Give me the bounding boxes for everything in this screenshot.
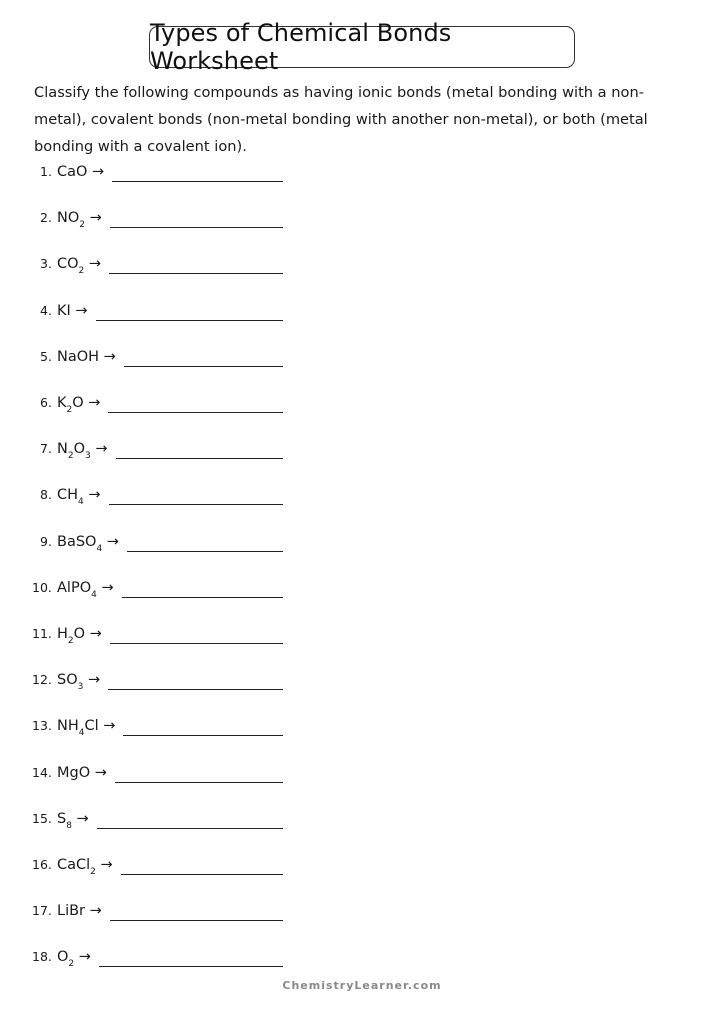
compound-formula: NaOH → (57, 348, 116, 365)
arrow-icon: → (74, 949, 91, 966)
question-item (0, 809, 300, 839)
arrow-icon: → (87, 164, 105, 180)
answer-blank[interactable] (109, 273, 283, 274)
question-number: 14. (32, 764, 52, 780)
instructions-text: Classify the following compounds as having ionic bonds (metal bonding with a non-metal), covalent bonds (non-metal bonding with another non-metal), or both (metal bonding with a covalent ion). (34, 84, 648, 155)
question-number: 7. (40, 441, 52, 457)
arrow-icon: → (102, 533, 119, 550)
compound-formula: CaCl$_2$ → (57, 857, 113, 877)
question-number: 4. (40, 302, 52, 318)
compound-formula: MgO → (57, 764, 107, 781)
answer-blank[interactable] (123, 735, 283, 736)
question-number: 5. (40, 348, 52, 364)
answer-blank[interactable] (122, 597, 283, 598)
answer-blank[interactable] (108, 689, 283, 690)
question-number: 11. (32, 626, 52, 641)
question-number: 2. (40, 210, 52, 226)
answer-blank[interactable] (110, 227, 283, 228)
question-number: 9. (40, 533, 52, 549)
question-item (0, 393, 300, 423)
question-item (0, 578, 300, 608)
compound-formula: $O_2$ → (57, 949, 91, 970)
worksheet-title: Types of Chemical Bonds Worksheet (149, 26, 575, 68)
answer-blank[interactable] (99, 966, 283, 967)
answer-blank[interactable] (121, 874, 283, 875)
compound-formula: CaO → (57, 164, 105, 180)
question-number: 3. (40, 256, 52, 272)
compound-formula: BaSO$_4$ → (57, 533, 119, 554)
compound-formula: $SO_3$ → (57, 672, 101, 693)
compound-formula: AlPO$_4$ → (57, 579, 114, 600)
question-number: 6. (40, 395, 52, 410)
arrow-icon: → (70, 302, 88, 319)
question-item (0, 162, 300, 192)
answer-blank[interactable] (96, 320, 283, 321)
arrow-icon: → (96, 579, 114, 596)
question-number: 8. (40, 487, 52, 503)
answer-blank[interactable] (108, 412, 283, 413)
answer-blank[interactable] (112, 181, 283, 182)
question-number: 18. (32, 949, 52, 965)
question-item (0, 208, 300, 238)
arrow-icon: → (83, 672, 101, 689)
question-item (0, 855, 300, 885)
question-number: 10. (32, 579, 52, 595)
arrow-icon: → (85, 210, 102, 227)
question-item (0, 716, 300, 746)
arrow-icon: → (85, 903, 102, 920)
arrow-icon: → (90, 764, 107, 781)
compound-formula: $CO_2$ → (57, 256, 102, 277)
arrow-icon: → (90, 441, 108, 458)
question-number: 17. (32, 903, 52, 919)
answer-blank[interactable] (115, 782, 283, 783)
question-number: 13. (32, 718, 52, 734)
arrow-icon: → (85, 626, 102, 642)
answer-blank[interactable] (127, 551, 283, 552)
question-number: 1. (40, 164, 52, 179)
question-item (0, 947, 300, 977)
question-item (0, 347, 300, 377)
question-item (0, 763, 300, 793)
question-item (0, 485, 300, 515)
question-item (0, 532, 300, 562)
arrow-icon: → (71, 810, 89, 827)
answer-blank[interactable] (124, 366, 283, 367)
arrow-icon: → (99, 348, 116, 365)
answer-blank[interactable] (97, 828, 283, 829)
question-item (0, 901, 300, 931)
compound-formula: KI → (57, 302, 88, 319)
arrow-icon: → (98, 718, 116, 735)
compound-formula: $H_2O$ → (57, 626, 102, 646)
question-item (0, 439, 300, 469)
arrow-icon: → (83, 395, 101, 411)
compound-formula: $N_2O_3$ → (57, 441, 108, 462)
compound-formula: $S_8$ → (57, 810, 89, 831)
answer-blank[interactable] (109, 504, 283, 505)
arrow-icon: → (95, 857, 113, 873)
answer-blank[interactable] (110, 643, 283, 644)
compound-formula: $CH_4$ → (57, 487, 101, 508)
question-number: 16. (32, 857, 52, 872)
question-item (0, 301, 300, 331)
compound-formula: $K_2O$ → (57, 395, 101, 415)
compound-formula: $NH_4Cl$ → (57, 718, 116, 739)
answer-blank[interactable] (116, 458, 283, 459)
footer-site-name: ChemistryLearner.com (282, 979, 442, 992)
question-number: 15. (32, 810, 52, 826)
arrow-icon: → (83, 487, 101, 504)
compound-formula: LiBr → (57, 903, 102, 920)
question-number: 12. (32, 672, 52, 688)
question-item (0, 254, 300, 284)
question-item (0, 624, 300, 654)
compound-formula: $NO_2$ → (57, 210, 102, 231)
answer-blank[interactable] (110, 920, 283, 921)
arrow-icon: → (84, 256, 102, 273)
question-item (0, 670, 300, 700)
